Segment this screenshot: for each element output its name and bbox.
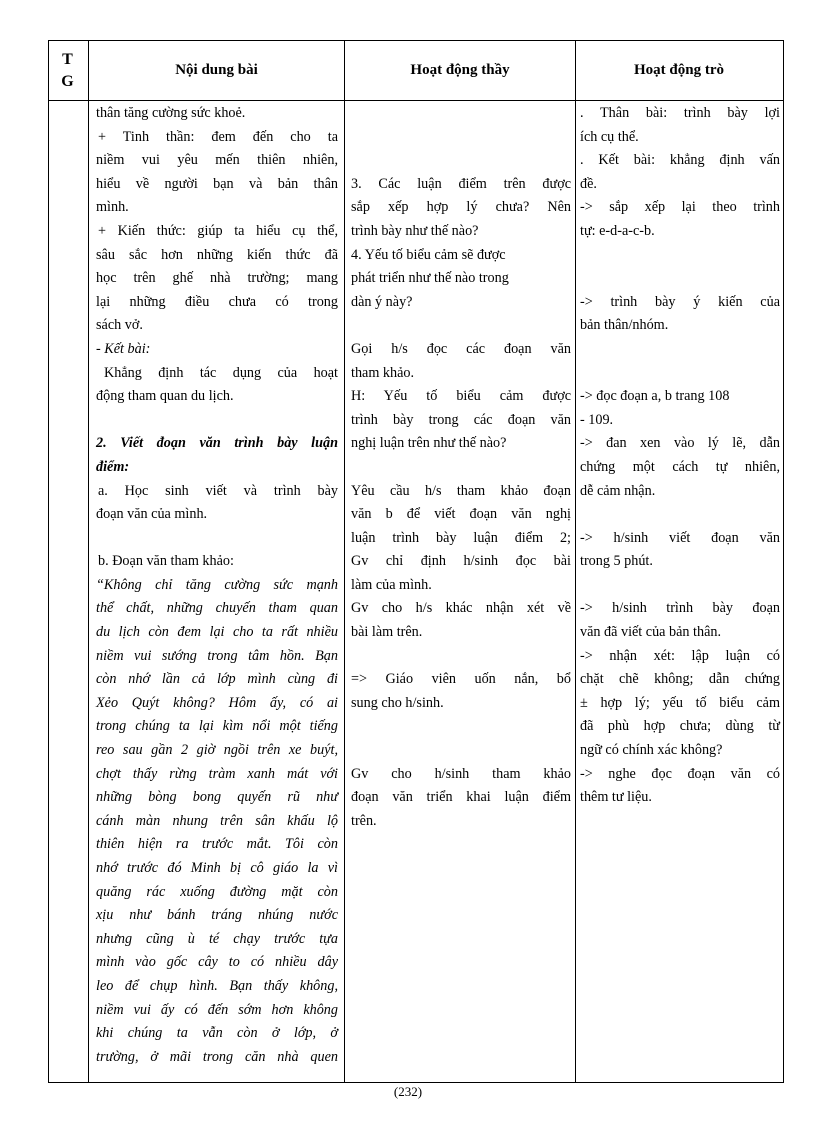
header-student: Hoạt động trò [634, 62, 724, 78]
page-number: (232) [393, 1084, 423, 1099]
lesson-table [48, 40, 784, 1083]
text-line: 3. Các luận điểm trên được [351, 175, 571, 192]
text-line: -> đọc đoạn a, b trang 108 [580, 388, 730, 405]
student-column [579, 102, 780, 810]
text-line: tham khảo. [351, 364, 415, 381]
text-line: Gv cho h/s khác nhận xét về [351, 600, 571, 617]
sample-paragraph-line: chợt thấy rừng tràm xanh mát với [96, 765, 338, 782]
text-line: => Giáo viên uốn nắn, bổ [351, 671, 571, 688]
text-line: bản thân/nhóm. [580, 317, 669, 334]
sample-paragraph-line: khi chúng ta vẫn còn ở lớp, ở [96, 1025, 338, 1042]
sample-paragraph-line: reo sau gần 2 giờ ngồi trên xe buýt, [96, 742, 338, 759]
sample-paragraph-line: quăng rác xuống đường mặt còn [96, 883, 338, 900]
header-content: Nội dung bài [175, 62, 258, 78]
text-line: thân tăng cường sức khoẻ. [96, 105, 246, 121]
content-column [90, 102, 338, 1069]
text-line: trên. [351, 812, 377, 829]
text-line: dễ cảm nhận. [580, 482, 656, 499]
text-line: 4. Yếu tố biểu cảm sẽ được [351, 246, 506, 263]
text-line: hiểu về người bạn và bản thân [96, 175, 338, 192]
header-time-line1: T [62, 50, 73, 68]
column-divider [575, 41, 576, 1082]
text-line: ± hợp lý; yếu tố biểu cảm [580, 694, 780, 711]
text-line: mình. [96, 199, 129, 216]
text-line: sách vở. [96, 317, 143, 334]
text-line: . Kết bài: khẳng định vấn [580, 152, 780, 169]
text-line: Khẳng định tác dụng của hoạt [104, 364, 338, 381]
text-line: Yêu cầu h/s tham khảo đoạn [351, 482, 571, 499]
sample-paragraph-line: niềm vui ấy có đến sớm hơn không [96, 1001, 338, 1018]
text-line: bài làm trên. [351, 624, 423, 641]
header-divider [49, 100, 783, 101]
column-divider [88, 41, 89, 1082]
text-line: học trên ghế nhà trường; mang [96, 270, 338, 287]
text-line: + Tinh thần: đem đến cho ta [98, 128, 338, 145]
sample-paragraph-line: xịu như bánh tráng nhúng nước [96, 907, 338, 924]
sample-paragraph-line: nhớ trước đó Minh bị cô giáo la vì [96, 860, 338, 876]
text-line: ngữ có chính xác không? [580, 742, 723, 759]
text-line: chứng một cách tự nhiên, [580, 458, 780, 475]
text-line: -> trình bày ý kiến của [580, 293, 780, 310]
text-line: nghị luận trên như thế nào? [351, 435, 507, 452]
text-line: chặt chẽ không; dẫn chứng [580, 671, 780, 688]
text-line: phát triển như thế nào trong [351, 270, 509, 287]
text-line: -> đan xen vào lý lẽ, dẫn [580, 435, 780, 452]
sample-paragraph-line: nhưng cũng ù té chạy trước tựa [96, 930, 338, 947]
sample-paragraph-line: trong chúng ta lại kìm nổi một tiếng [96, 718, 338, 735]
text-line: -> h/sinh viết đoạn văn [580, 529, 780, 546]
header-teacher: Hoạt động thầy [410, 62, 510, 78]
text-line: đã phù hợp chưa; dùng từ [580, 718, 780, 735]
sample-paragraph-line: thiên hiện ra trước mắt. Tôi còn [96, 836, 338, 853]
sample-paragraph-line: “Không chỉ tăng cường sức mạnh [96, 576, 338, 593]
text-line: dàn ý này? [351, 293, 413, 310]
text-line: làm của mình. [351, 576, 432, 593]
sample-paragraph-line: còn nhớ lần cả lớp mình cùng đi [96, 671, 338, 688]
text-line: -> sắp xếp lại theo trình [580, 199, 780, 216]
header-time [49, 41, 86, 100]
sample-paragraph-line: những bòng bong quyến rũ như [96, 789, 338, 806]
text-line: đoạn văn của mình. [96, 506, 208, 523]
text-line: đoạn văn triển khai luận điểm [351, 789, 571, 806]
conclusion-heading: - Kết bài: [96, 340, 151, 357]
text-line: động tham quan du lịch. [96, 388, 234, 405]
text-line: sắp xếp hợp lý chưa? Nên [351, 199, 571, 216]
sample-paragraph-line: leo để chụp hình. Bạn thấy không, [96, 977, 338, 994]
text-line: Gọi h/s đọc các đoạn văn [351, 340, 571, 357]
text-line: . Thân bài: trình bày lợi [580, 105, 780, 121]
text-line: niềm vui yêu mến thiên nhiên, [96, 152, 338, 169]
text-line: văn đã viết của bản thân. [580, 624, 722, 641]
column-divider [344, 41, 345, 1082]
sample-paragraph-line: mình vào gốc cây to có nhiều dây [96, 954, 338, 971]
sample-paragraph-line: thể chất, những chuyến tham quan [96, 600, 338, 617]
text-line: -> nghe đọc đoạn văn có [580, 765, 780, 782]
text-line: trình bày trong các đoạn văn [351, 411, 571, 428]
text-line: văn b để viết đoạn văn nghị [351, 506, 571, 523]
text-line: tự: e-d-a-c-b. [580, 222, 655, 239]
text-line: trong 5 phút. [580, 553, 653, 570]
text-line: b. Đoạn văn tham khảo: [98, 553, 234, 570]
text-line: H: Yếu tố biểu cảm được [351, 388, 571, 405]
text-line: a. Học sinh viết và trình bày [98, 482, 338, 499]
section-heading: 2. Viết đoạn văn trình bày luận [96, 435, 338, 452]
sample-paragraph-line: Xẻo Quýt không? Hôm ấy, có ai [96, 694, 338, 711]
text-line: thêm tư liệu. [580, 789, 652, 806]
sample-paragraph-line: trường, ở mãi trong căn nhà quen [96, 1048, 338, 1065]
sample-paragraph-line: du lịch còn đem lại cho ta rất nhiều [96, 624, 338, 641]
text-line: lại những điều chưa có trong [96, 293, 338, 310]
text-line: đề. [580, 175, 597, 192]
text-line: - 109. [580, 411, 614, 428]
text-line: ích cụ thể. [580, 128, 639, 145]
sample-paragraph-line: cánh màn nhung trên sân khấu lộ [96, 812, 338, 829]
text-line: Gv cho h/sinh tham khảo [351, 765, 571, 782]
text-line: Gv chỉ định h/sinh đọc bài [351, 553, 571, 570]
text-line: -> h/sinh trình bày đoạn [580, 600, 780, 617]
text-line: sung cho h/sinh. [351, 694, 444, 711]
sample-paragraph-line: niềm vui sướng trong tâm hồn. Bạn [96, 647, 338, 664]
text-line: + Kiến thức: giúp ta hiểu cụ thể, [98, 222, 338, 239]
header-time-line2: G [61, 72, 74, 90]
section-heading: điểm: [96, 458, 130, 475]
text-line: -> nhận xét: lập luận có [580, 647, 780, 664]
teacher-column [346, 102, 571, 833]
text-line: sâu sắc hơn những kiến thức đã [96, 246, 338, 263]
text-line: trình bày như thế nào? [351, 222, 479, 239]
text-line: luận trình bày luận điểm 2; [351, 529, 571, 546]
